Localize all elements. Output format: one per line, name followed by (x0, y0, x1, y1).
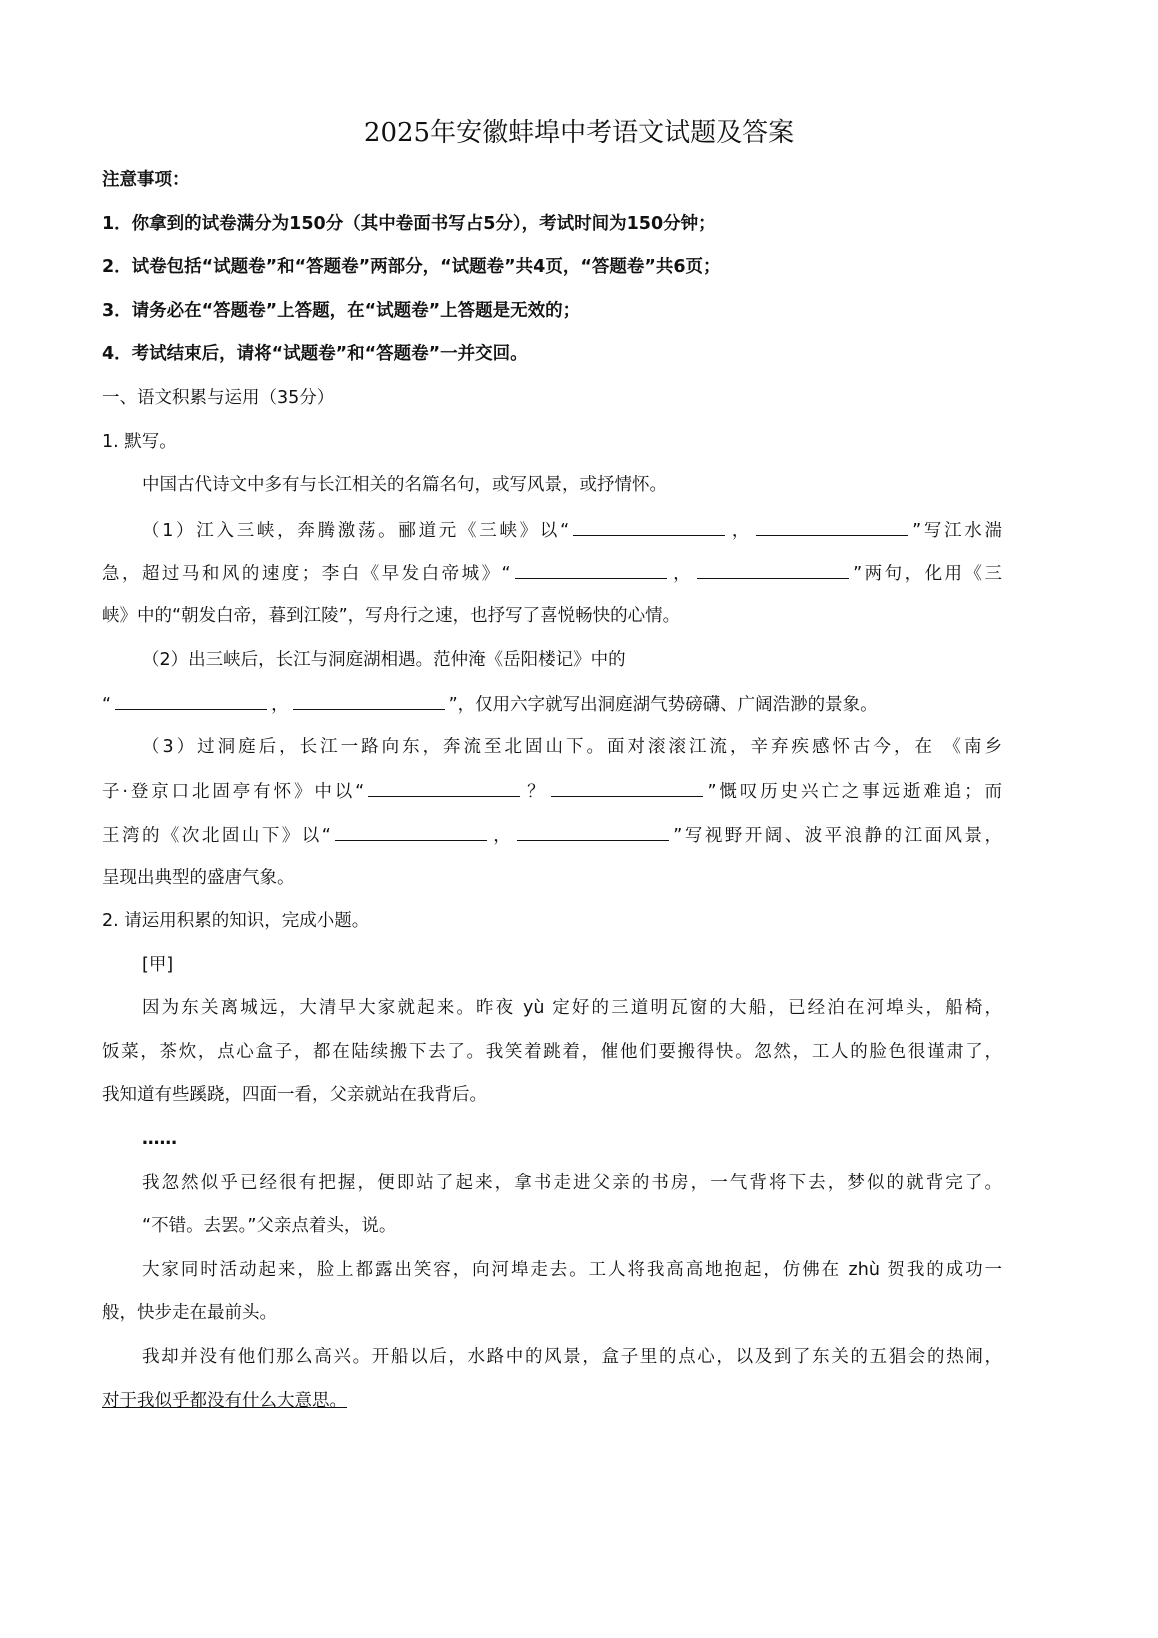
text-line (102, 342, 1002, 386)
text-segment: 呈现出典型的盛唐气象。 (102, 867, 295, 888)
text-segment: “不错。去罢。”父亲点着头，说。 (142, 1216, 397, 1237)
text-line (102, 996, 1002, 1040)
text-line (102, 1301, 1002, 1345)
text-line (102, 1214, 1002, 1258)
text-segment: ”，仅用六字就写出洞庭湖气势磅礴、广阔浩渺的景象。 (448, 695, 878, 716)
text-line (102, 909, 1002, 953)
text-segment: 饭菜，茶炊，点心盒子，都在陆续搬下去了。我笑着跳着，催他们要搬得快。忽然，工人的脸色很谨肃了， (102, 1041, 1002, 1062)
text-segment: 中国古代诗文中多有与长江相关的名篇名句，或写风景，或抒情怀。 (142, 475, 667, 496)
text-segment: ， (490, 825, 514, 846)
text-segment: 1．你拿到的试卷满分为150分（其中卷面书写占5分），考试时间为150分钟； (102, 213, 716, 234)
text-segment: 因为东关离城远，大清早大家就起来。昨夜 yù 定好的三道明瓦窗的大船，已经泊在河埠头，船椅， (142, 998, 1002, 1019)
text-line (102, 953, 1002, 997)
text-line (102, 1083, 1002, 1127)
text-line (102, 1127, 1002, 1171)
text-segment: （1）江入三峡，奔腾激荡。郦道元《三峡》以“ (142, 520, 570, 541)
fill-in-blank[interactable] (756, 517, 908, 536)
fill-in-blank[interactable] (573, 517, 725, 536)
text-line (102, 212, 1002, 256)
text-segment: （2）出三峡后，长江与洞庭湖相遇。范仲淹《岳阳楼记》中的 (142, 649, 626, 670)
document-body (102, 168, 1002, 1432)
text-line (102, 430, 1002, 474)
text-segment: 2．试卷包括“试题卷”和“答题卷”两部分，“试题卷”共4页，“答题卷”共6页； (102, 257, 721, 278)
fill-in-blank[interactable] (697, 560, 849, 579)
fill-in-blank[interactable] (335, 822, 487, 841)
text-line (102, 1389, 1002, 1433)
text-segment: 2. 请运用积累的知识，完成小题。 (102, 911, 370, 932)
text-segment: ， (729, 520, 753, 541)
text-line (102, 473, 1002, 517)
text-segment: ”写视野开阔、波平浪静的江面风景， (673, 825, 1002, 846)
page-title: 2025年安徽蚌埠中考语文试题及答案 (363, 118, 795, 148)
text-segment: 急，超过马和风的速度；李白《早发白帝城》“ (102, 564, 511, 585)
text-segment: …… (142, 1129, 177, 1150)
text-segment: ？ (524, 782, 548, 803)
text-segment: ”写江水湍 (912, 520, 1003, 541)
text-segment: 对于我似乎都没有什么大意思。 (102, 1390, 347, 1411)
text-segment: 3．请务必在“答题卷”上答题，在“试题卷”上答题是无效的； (102, 300, 581, 321)
text-segment: 1. 默写。 (102, 431, 177, 452)
text-segment: ”两句，化用《三 (853, 564, 1003, 585)
text-line (102, 1040, 1002, 1084)
text-segment: 我忽然似乎已经很有把握，便即站了起来，拿书走进父亲的书房，一气背将下去，梦似的就背完了。 (142, 1172, 1002, 1193)
fill-in-blank[interactable] (293, 691, 445, 710)
text-segment: 大家同时活动起来，脸上都露出笑容，向河埠走去。工人将我高高地抱起，仿佛在 zhù 贺我的成功一 (142, 1259, 1002, 1280)
text-line (102, 299, 1002, 343)
fill-in-blank[interactable] (551, 778, 703, 797)
text-line (102, 1258, 1002, 1302)
text-line (102, 560, 1002, 604)
text-line (102, 517, 1002, 561)
text-line (102, 822, 1002, 866)
text-segment: 王湾的《次北固山下》以“ (102, 825, 331, 846)
text-line (102, 866, 1002, 910)
text-line (102, 255, 1002, 299)
text-segment: ， (271, 695, 289, 716)
text-segment: （3）过洞庭后，长江一路向东，奔流至北固山下。面对滚滚江流，辛弃疾感怀古今，在 《南乡 (142, 736, 1002, 757)
text-line (102, 386, 1002, 430)
fill-in-blank[interactable] (515, 560, 667, 579)
text-line (102, 691, 1002, 735)
text-segment: 峡》中的“朝发白帝，暮到江陵”，写舟行之速，也抒写了喜悦畅快的心情。 (102, 605, 681, 626)
text-segment: 子·登京口北固亭有怀》中以“ (102, 782, 365, 803)
text-segment: 4．考试结束后，请将“试题卷”和“答题卷”一并交回。 (102, 344, 528, 365)
text-line (102, 1171, 1002, 1215)
text-segment: ， (670, 564, 694, 585)
text-line (102, 604, 1002, 648)
text-segment: 般，快步走在最前头。 (102, 1303, 277, 1324)
text-line (102, 735, 1002, 779)
text-segment: 一、语文积累与运用（35分） (102, 387, 335, 408)
text-line (102, 648, 1002, 692)
text-segment: “ (102, 695, 112, 716)
text-segment: 我知道有些蹊跷，四面一看，父亲就站在我背后。 (102, 1085, 487, 1106)
fill-in-blank[interactable] (517, 822, 669, 841)
text-segment: ”慨叹历史兴亡之事远逝难追；而 (707, 782, 1002, 803)
fill-in-blank[interactable] (368, 778, 520, 797)
text-segment: [甲] (142, 954, 174, 975)
text-line (102, 1345, 1002, 1389)
text-line (102, 778, 1002, 822)
text-segment: 注意事项： (102, 170, 190, 190)
text-line (102, 168, 1002, 212)
text-segment: 我却并没有他们那么高兴。开船以后，水路中的风景，盒子里的点心，以及到了东关的五猖会的热闹， (142, 1347, 1002, 1368)
fill-in-blank[interactable] (115, 691, 267, 710)
